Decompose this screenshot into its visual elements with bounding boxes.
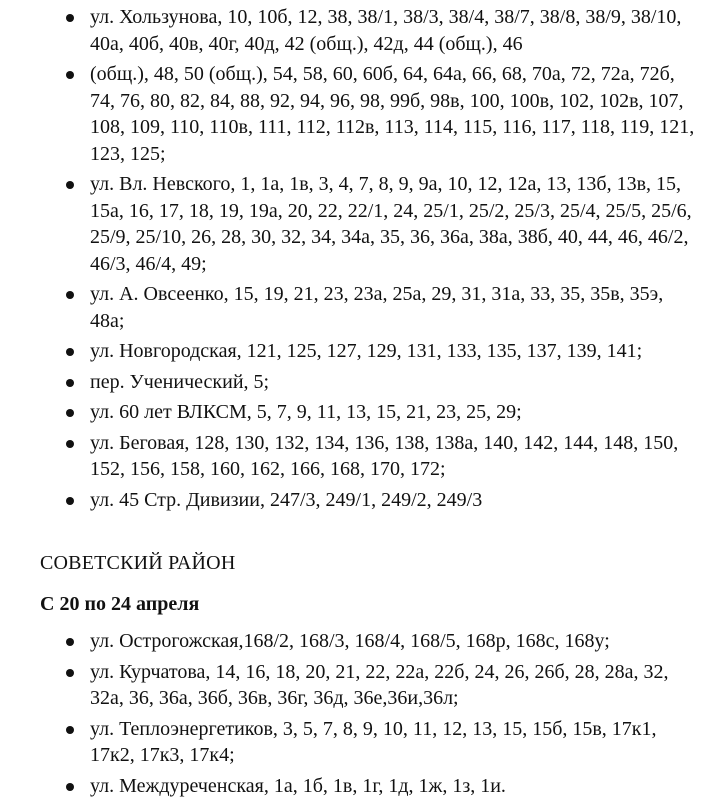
list-item: ул. А. Овсеенко, 15, 19, 21, 23, 23а, 25а, 29, 31, 31а, 33, 35, 35в, 35э, 48а;	[0, 281, 720, 334]
list-item: ул. Беговая, 128, 130, 132, 134, 136, 138, 138а, 140, 142, 144, 148, 150, 152, 156, 158, 160, 162, 166, 168, 170, 172;	[0, 430, 720, 483]
list-item: ул. 45 Стр. Дивизии, 247/3, 249/1, 249/2, 249/3	[0, 487, 720, 514]
address-list-first	[0, 4, 720, 517]
date-range-heading: С 20 по 24 апреля	[40, 593, 200, 615]
list-item: ул. Острогожская,168/2, 168/3, 168/4, 168/5, 168р, 168с, 168у;	[0, 628, 720, 655]
list-item: ул. 60 лет ВЛКСМ, 5, 7, 9, 11, 13, 15, 21, 23, 25, 29;	[0, 399, 720, 426]
list-item: ул. Хользунова, 10, 10б, 12, 38, 38/1, 38/3, 38/4, 38/7, 38/8, 38/9, 38/10, 40а, 40б, 40в, 40г, 40д, 42 (общ.), 42д, 44 (общ.), 46	[0, 4, 720, 57]
list-item: (общ.), 48, 50 (общ.), 54, 58, 60, 60б, 64, 64а, 66, 68, 70а, 72, 72а, 72б, 74, 76, 80, 82, 84, 88, 92, 94, 96, 98, 99б, 98в, 100, 100в, 102, 102в, 107, 108, 109, 110, 110в, 111, 112, 112в, 113, 114, 115, 116, 117, 118, 119, 121, 123, 125;	[0, 61, 720, 167]
list-item: ул. Теплоэнергетиков, 3, 5, 7, 8, 9, 10, 11, 12, 13, 15, 15б, 15в, 17к1, 17к2, 17к3, 17к4;	[0, 716, 720, 769]
list-item: ул. Междуреченская, 1а, 1б, 1в, 1г, 1д, 1ж, 1з, 1и.	[0, 773, 720, 798]
list-item: ул. Курчатова, 14, 16, 18, 20, 21, 22, 22а, 22б, 24, 26, 26б, 28, 28а, 32, 32а, 36, 36а, 36б, 36в, 36г, 36д, 36е,36и,36л;	[0, 659, 720, 712]
list-item: ул. Новгородская, 121, 125, 127, 129, 131, 133, 135, 137, 139, 141;	[0, 338, 720, 365]
list-item: пер. Ученический, 5;	[0, 369, 720, 396]
list-item: ул. Вл. Невского, 1, 1а, 1в, 3, 4, 7, 8, 9, 9а, 10, 12, 12а, 13, 13б, 13в, 15, 15а, 16, 17, 18, 19, 19а, 20, 22, 22/1, 24, 25/1, 25/2, 25/3, 25/4, 25/5, 25/6, 25/9, 25/10, 26, 28, 30, 32, 34, 34а, 35, 36, 36а, 38а, 38б, 40, 44, 46, 46/2, 46/3, 46/4, 49;	[0, 171, 720, 277]
address-list-second	[0, 628, 720, 798]
district-heading: СОВЕТСКИЙ РАЙОН	[40, 552, 236, 574]
